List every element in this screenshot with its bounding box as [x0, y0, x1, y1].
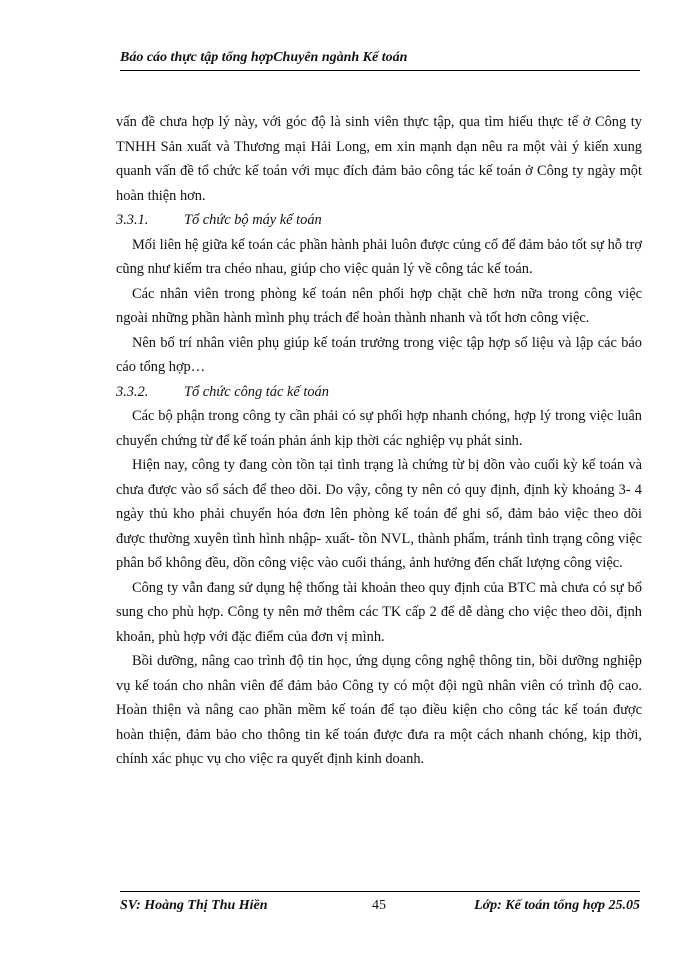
- section-number: 3.3.1.: [116, 212, 149, 228]
- section-number: 3.3.2.: [116, 383, 149, 400]
- paragraph: Hiện nay, công ty đang còn tồn tại tình trạng là chứng từ bị dồn vào cuối kỳ kế toán và chưa được vào sổ sách để theo dõi. Do vậy, công ty nên có quy định, định kỳ khoảng 3- 4 ngày thủ kho phải chuyển hóa đơn lên phòng kế toán để ghi sổ, đảm bảo việc theo dõi được thường xuyên tình hình nhập- xuất- tồn NVL, thành phẩm, tránh tình trạng công việc phân bổ không đều, dồn công việc vào cuối tháng, ảnh hưởng đến chất lượng công việc.: [116, 457, 642, 571]
- class-name: Lớp: Kế toán tổng hợp 25.05: [474, 898, 640, 913]
- page-footer: [120, 898, 640, 918]
- section-title: Tổ chức bộ máy kế toán: [184, 212, 322, 228]
- paragraph: Các bộ phận trong công ty cần phải có sự phối hợp nhanh chóng, hợp lý trong việc luân chuyển chứng từ để kế toán phản ánh kịp thời các nghiệp vụ phát sinh.: [116, 408, 642, 449]
- paragraph: Bồi dưỡng, nâng cao trình độ tin học, ứng dụng công nghệ thông tin, bồi dưỡng nghiệp vụ kế toán cho nhân viên để đảm bảo Công ty có một đội ngũ nhân viên có trình độ cao. Hoàn thiện và nâng cao phần mềm kế toán để tạo điều kiện cho công tác kế toán được hoàn thiện, đảm bảo cho thông tin kế toán được đưa ra một cách nhanh chóng, kịp thời, chính xác phục vụ cho việc ra quyết định kinh doanh.: [116, 653, 642, 767]
- document-body: [116, 110, 642, 772]
- paragraph: Mối liên hệ giữa kế toán các phần hành phải luôn được củng cố để đảm bảo tốt sự hỗ trợ cũng như kiểm tra chéo nhau, giúp cho việc quản lý về công tác kế toán.: [116, 236, 642, 277]
- section-title: Tổ chức công tác kế toán: [184, 383, 329, 400]
- paragraph: Nên bố trí nhân viên phụ giúp kế toán trưởng trong việc tập hợp số liệu và lập các báo cáo tổng hợp…: [116, 334, 642, 375]
- header-divider: [120, 70, 640, 71]
- paragraph: Công ty vẫn đang sử dụng hệ thống tài khoản theo quy định của BTC mà chưa có sự bổ sung cho phù hợp. Công ty nên mở thêm các TK cấp 2 để dễ dàng cho việc theo dõi, định khoản, phù hợp với đặc điểm của đơn vị mình.: [116, 579, 642, 645]
- paragraph: vấn đề chưa hợp lý này, với góc độ là sinh viên thực tập, qua tìm hiểu thực tế ở Công ty TNHH Sản xuất và Thương mại Hải Long, em xin mạnh dạn nêu ra một vài ý kiến xung quanh vấn đề tổ chức kế toán với mục đích đảm bảo công tác kế toán ở Công ty ngày một hoàn thiện hơn.: [116, 114, 642, 204]
- student-name: SV: Hoàng Thị Thu Hiền: [120, 898, 268, 913]
- page-header-title: Báo cáo thực tập tổng hợpChuyên ngành Kế toán: [120, 50, 408, 65]
- section-heading-3-3-2: [116, 380, 642, 405]
- paragraph: Các nhân viên trong phòng kế toán nên phối hợp chặt chẽ hơn nữa trong công việc ngoài những phần hành mình phụ trách để hoàn thành nhanh và tốt hơn công việc.: [116, 285, 642, 326]
- page-number: 45: [372, 898, 386, 913]
- section-heading-3-3-1: [116, 208, 642, 233]
- footer-divider: [120, 891, 640, 892]
